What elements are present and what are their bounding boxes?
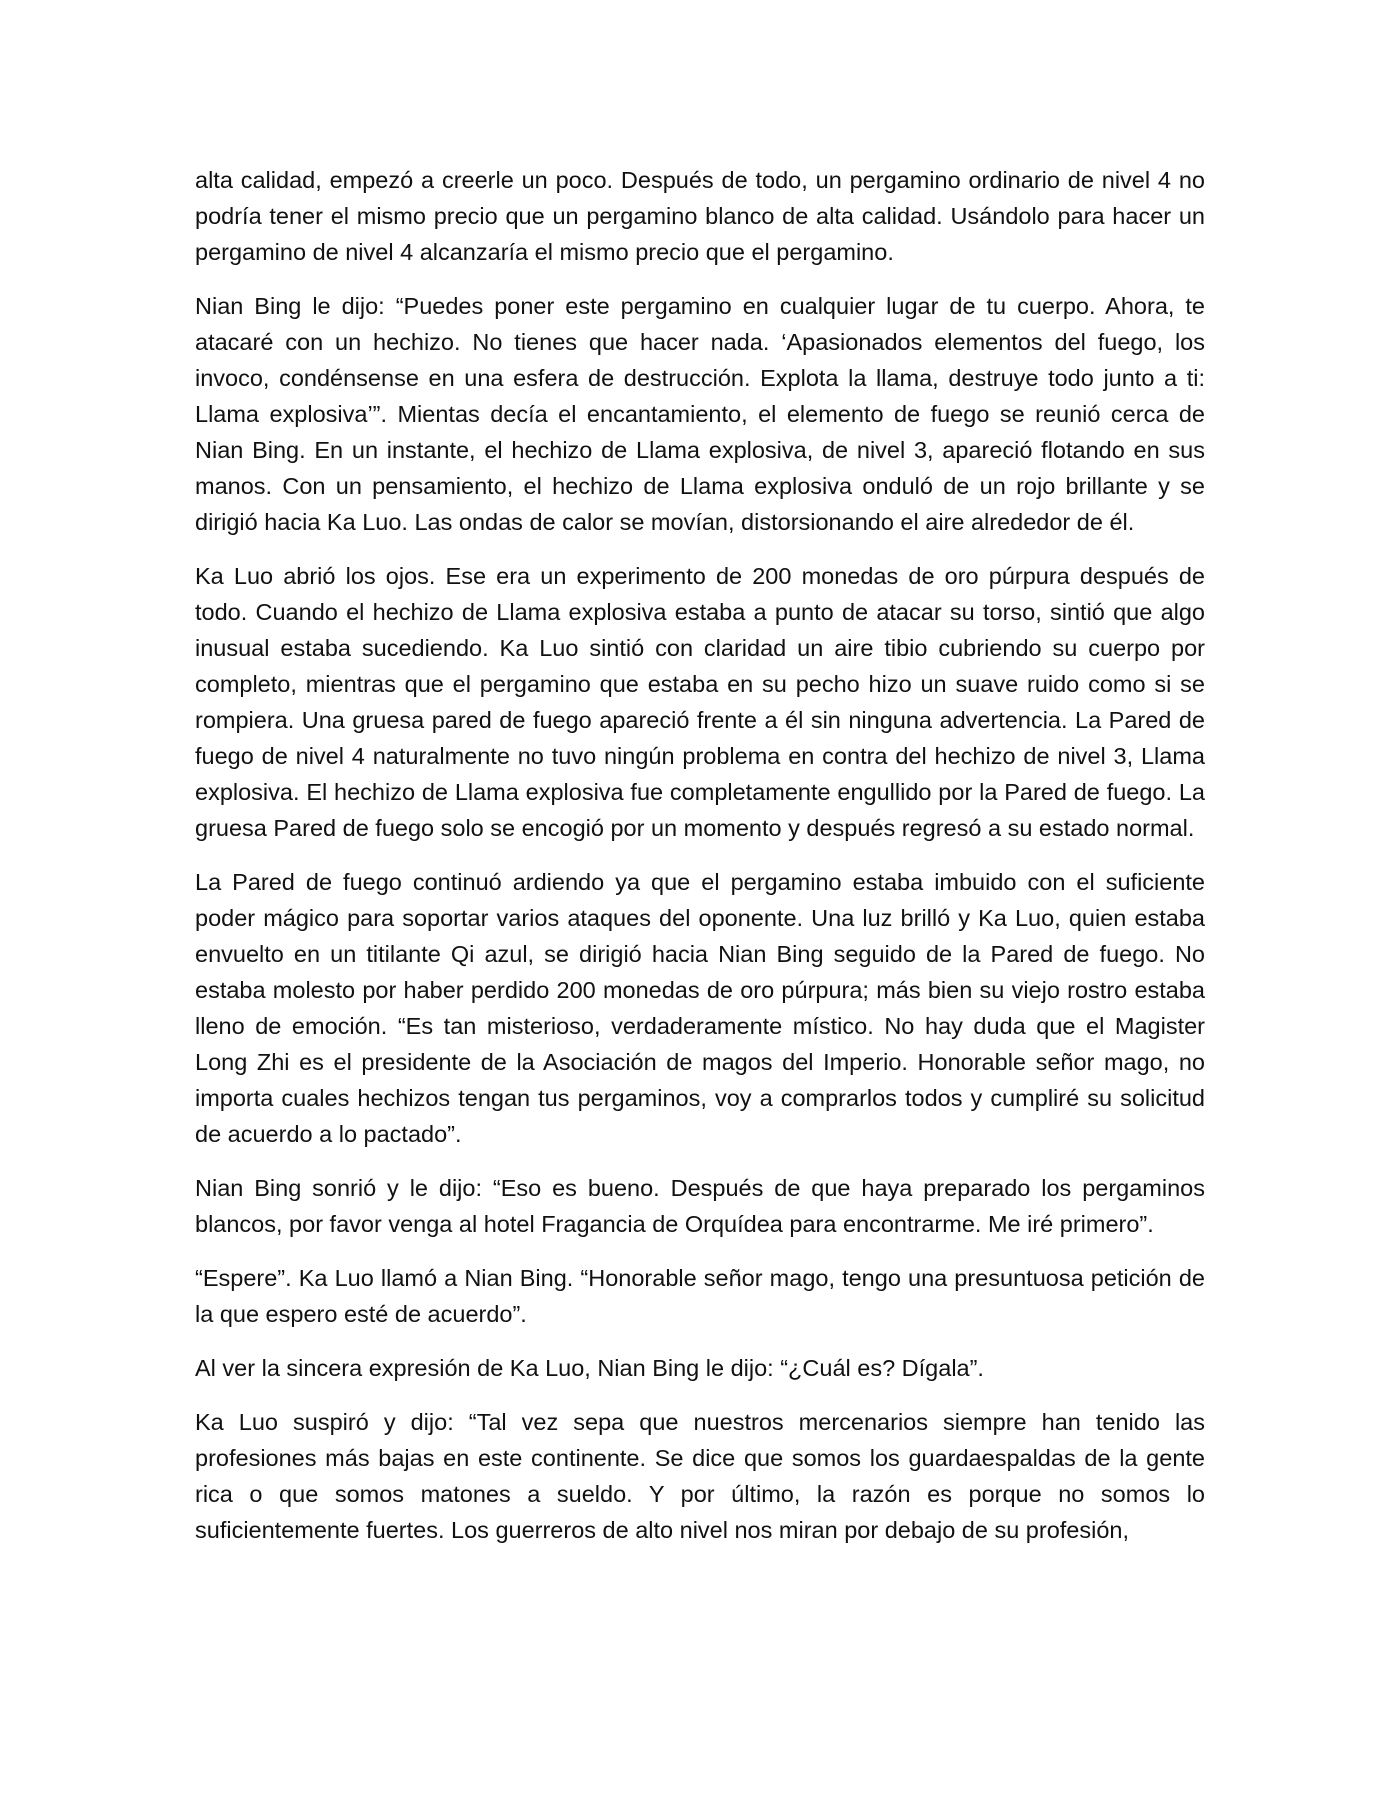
paragraph: Al ver la sincera expresión de Ka Luo, Nian Bing le dijo: “¿Cuál es? Dígala”. [195,1355,984,1381]
paragraph: Ka Luo abrió los ojos. Ese era un experimento de 200 monedas de oro púrpura después de todo. Cuando el hechizo de Llama explosiva estaba a punto de atacar su torso, sintió que algo inusual estaba sucediendo. Ka Luo sintió con claridad un aire tibio cubriendo su cuerpo por completo, mientras que el pergamino que estaba en su pecho hizo un suave ruido como si se rompiera. Una gruesa pared de fuego apareció frente a él sin ninguna advertencia. La Pared de fuego de nivel 4 naturalmente no tuvo ningún problema en contra del hechizo de nivel 3, Llama explosiva. El hechizo de Llama explosiva fue completamente engullido por la Pared de fuego. La gruesa Pared de fuego solo se encogió por un momento y después regresó a su estado normal. [195,563,1205,841]
paragraph: La Pared de fuego continuó ardiendo ya que el pergamino estaba imbuido con el suficiente poder mágico para soportar varios ataques del oponente. Una luz brilló y Ka Luo, quien estaba envuelto en un titilante Qi azul, se dirigió hacia Nian Bing seguido de la Pared de fuego. No estaba molesto por haber perdido 200 monedas de oro púrpura; más bien su viejo rostro estaba lleno de emoción. “Es tan misterioso, verdaderamente místico. No hay duda que el Magister Long Zhi es el presidente de la Asociación de magos del Imperio. Honorable señor mago, no importa cuales hechizos tengan tus pergaminos, voy a comprarlos todos y cumpliré su solicitud de acuerdo a lo pactado”. [195,869,1205,1147]
paragraph: “Espere”. Ka Luo llamó a Nian Bing. “Honorable señor mago, tengo una presuntuosa petición de la que espero esté de acuerdo”. [195,1265,1205,1327]
paragraph: Ka Luo suspiró y dijo: “Tal vez sepa que nuestros mercenarios siempre han tenido las profesiones más bajas en este continente. Se dice que somos los guardaespaldas de la gente rica o que somos matones a sueldo. Y por último, la razón es porque no somos lo suficientemente fuertes. Los guerreros de alto nivel nos miran por debajo de su profesión, [195,1409,1205,1543]
paragraph: Nian Bing sonrió y le dijo: “Eso es bueno. Después de que haya preparado los pergaminos blancos, por favor venga al hotel Fragancia de Orquídea para encontrarme. Me iré primero”. [195,1175,1205,1237]
paragraph: Nian Bing le dijo: “Puedes poner este pergamino en cualquier lugar de tu cuerpo. Ahora, te atacaré con un hechizo. No tienes que hacer nada. ‘Apasionados elementos del fuego, los invoco, condénsense en una esfera de destrucción. Explota la llama, destruye todo junto a ti: Llama explosiva’”. Mientas decía el encantamiento, el elemento de fuego se reunió cerca de Nian Bing. En un instante, el hechizo de Llama explosiva, de nivel 3, apareció flotando en sus manos. Con un pensamiento, el hechizo de Llama explosiva onduló de un rojo brillante y se dirigió hacia Ka Luo. Las ondas de calor se movían, distorsionando el aire alrededor de él. [195,293,1205,535]
document-body [195,162,1205,1566]
paragraph: alta calidad, empezó a creerle un poco. Después de todo, un pergamino ordinario de nivel 4 no podría tener el mismo precio que un pergamino blanco de alta calidad. Usándolo para hacer un pergamino de nivel 4 alcanzaría el mismo precio que el pergamino. [195,167,1205,265]
